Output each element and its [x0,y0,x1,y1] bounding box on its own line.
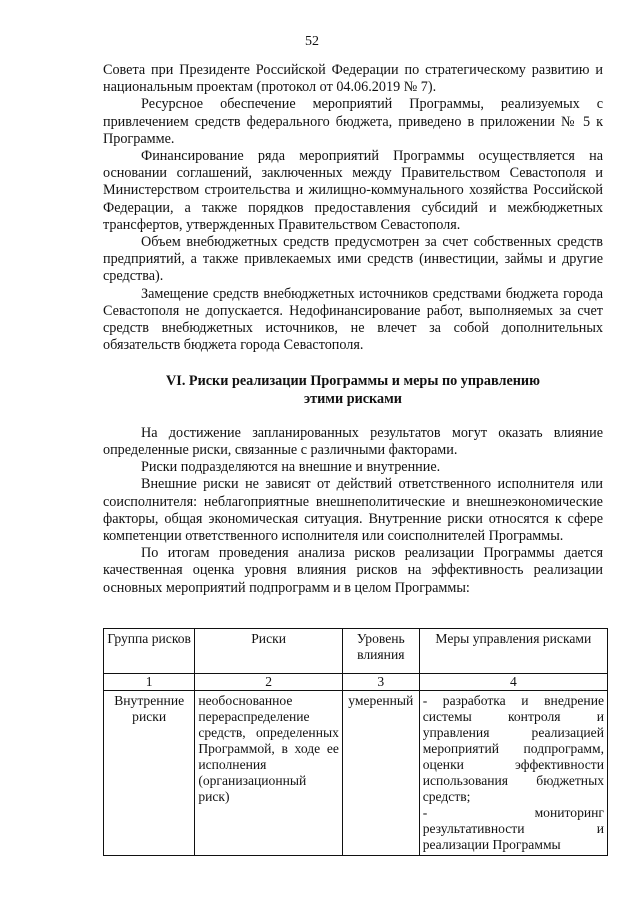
header-risk-group: Группа рисков [104,629,195,674]
section-heading-line: VI. Риски реализации Программы и меры по управлению [166,373,540,390]
paragraph: На достижение запланированных результатов могут оказать влияние определенные риски, связанные с различными факторами. [103,424,603,459]
risk-group-cell: Внутренние риски [104,691,195,856]
paragraph: Объем внебюджетных средств предусмотрен за счет собственных средств предприятий, а также привлекаемых ими средств (инвестиции, займы и другие средства). [103,234,603,285]
table-row [104,691,608,856]
page-number: 52 [305,34,319,49]
risk-measures-cell [419,691,607,856]
section-heading-line: этими рисками [304,390,402,407]
paragraph: Ресурсное обеспечение мероприятий Программы, реализуемых с привлечением средств федерального бюджета, приведено в приложении № 5 к Программе. [103,96,603,147]
measure-item: - мониторинг результативности и реализации Программы [422,805,604,852]
paragraph: Замещение средств внебюджетных источников средствами бюджета города Севастополя не допускается. Недофинансирование работ, выполняемых за счет средств внебюджетных источников, не влечет за собой дополнительных обязательств бюджета города Севастополя. [103,285,603,354]
paragraph: Риски подразделяются на внешние и внутренние. [141,459,441,476]
risk-cell: необоснованное перераспределение средств, определенных Программой, в ходе ее исполнения (организационный риск) [195,691,343,856]
document-body [103,62,603,597]
section-heading [103,373,603,407]
header-impact-level: Уровень влияния [342,629,419,674]
paragraph: По итогам проведения анализа рисков реализации Программы дается качественная оценка уровня влияния рисков на эффективность реализации основных мероприятий подпрограмм и в целом Программы: [103,545,603,596]
table-number-row [104,674,608,691]
column-number: 1 [104,674,195,691]
paragraph: Финансирование ряда мероприятий Программы осуществляется на основании соглашений, заключенных между Правительством Севастополя и Министерством строительства и жилищно-коммунального хозяйства Российской Федерации, а также порядков предоставления субсидий и межбюджетных трансфертов, утвержденных Правительством Севастополя. [103,148,603,233]
column-number: 2 [195,674,343,691]
risk-table [103,628,608,856]
paragraph: Внешние риски не зависят от действий ответственного исполнителя или соисполнителя: неблагоприятные внешнеполитические и внешнеэкономические факторы, общая экономическая ситуация. Внутренние риски относятся к сфере компетенции ответственного исполнителя или соисполнителей Программы. [103,476,603,545]
impact-level-cell: умеренный [342,691,419,856]
table-header-row [104,629,608,674]
column-number: 4 [419,674,607,691]
column-number: 3 [342,674,419,691]
measure-item: - разработка и внедрение системы контроля и управления реализацией мероприятий подпрограмм, оценки эффективности использования бюджетных средств; [422,693,604,804]
header-risks: Риски [195,629,343,674]
header-risk-measures: Меры управления рисками [419,629,607,674]
paragraph: Совета при Президенте Российской Федерации по стратегическому развитию и национальным проектам (протокол от 04.06.2019 № 7). [103,62,603,96]
